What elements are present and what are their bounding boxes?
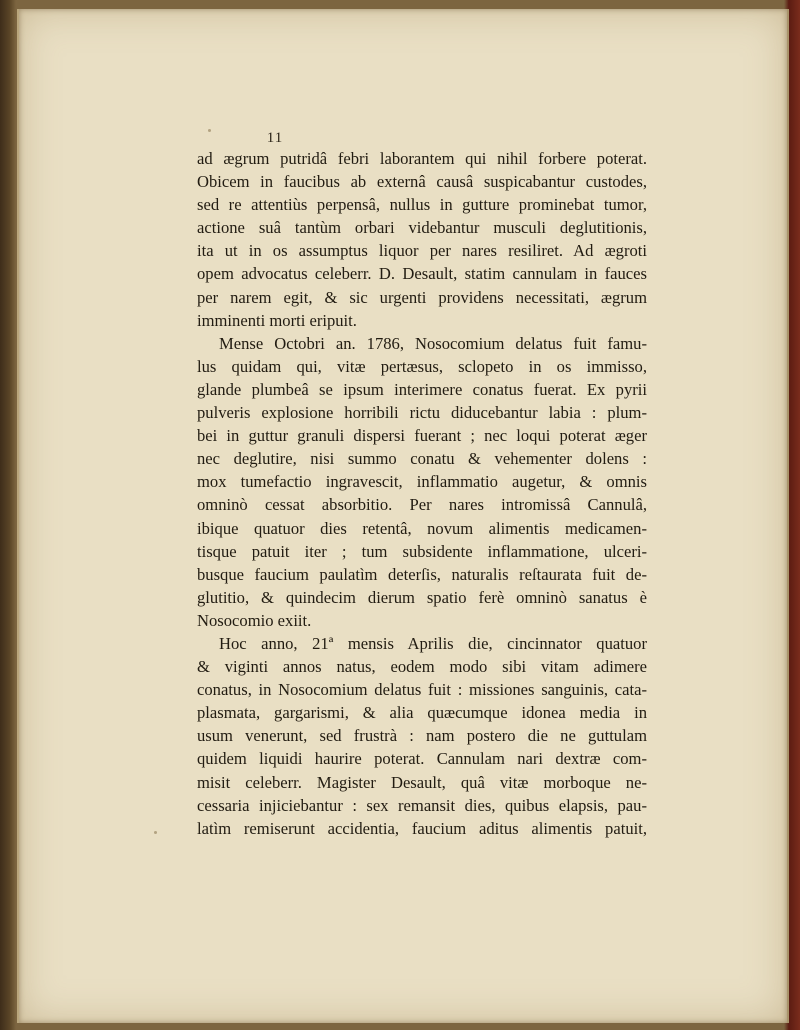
body-text	[197, 147, 647, 840]
text-line: pulveris explosione horribili rictu diducebantur labia : plum-	[197, 403, 647, 423]
text-line: per narem egit, & sic urgenti providens necessitati, ægrum	[197, 287, 647, 307]
text-line: glande plumbeâ se ipsum interimere conatus fuerat. Ex pyrii	[197, 379, 647, 399]
text-line: actione suâ tantùm orbari videbantur musculi deglutitionis,	[197, 218, 647, 238]
text-line: busque faucium paulatìm deterſis, naturalis reſtaurata fuit de-	[197, 564, 647, 584]
text-line: nec deglutire, nisi summo conatu & vehementer dolens :	[197, 449, 647, 469]
book-page	[17, 9, 789, 1023]
text-line: Nosocomio exiit.	[197, 610, 312, 630]
text-line: cessaria injiciebantur : sex remansit dies, quibus elapsis, pau-	[197, 795, 647, 815]
paragraph	[197, 147, 647, 332]
paper-speck	[208, 129, 211, 132]
paragraph	[197, 332, 647, 632]
text-line: opem advocatus celeberr. D. Desault, statim cannulam in fauces	[197, 264, 647, 284]
text-line: lus quidam qui, vitæ pertæsus, sclopeto in os immisso,	[197, 356, 647, 376]
text-line: plasmata, gargarismi, & alia quæcumque idonea media in	[197, 703, 647, 723]
text-line: Mense Octobri an. 1786, Nosocomium delatus fuit famu-	[219, 333, 647, 353]
text-line: sed re attentiùs perpensâ, nullus in gutture prominebat tumor,	[197, 195, 647, 215]
text-line: tisque patuit iter ; tum subsidente inflammatione, ulceri-	[197, 541, 647, 561]
paper-speck	[154, 831, 157, 834]
text-line: quidem liquidi haurire poterat. Cannulam nari dextræ com-	[197, 749, 647, 769]
text-line: usum venerunt, sed frustrà : nam postero die ne guttulam	[197, 726, 647, 746]
text-line: mox tumefactio ingravescit, inflammatio augetur, & omnis	[197, 472, 647, 492]
paragraph	[197, 632, 647, 840]
text-line: & viginti annos natus, eodem modo sibi vitam adimere	[197, 657, 647, 677]
text-line: bei in guttur granuli dispersi fuerant ; nec loqui poterat æger	[197, 426, 647, 446]
text-line: misit celeberr. Magister Desault, quâ vitæ morboque ne-	[197, 772, 647, 792]
text-line: imminenti morti eripuit.	[197, 310, 357, 330]
text-line: conatus, in Nosocomium delatus fuit : missiones sanguinis, cata-	[197, 680, 647, 700]
text-line: latìm remiserunt accidentia, faucium aditus alimentis patuit,	[197, 818, 647, 838]
text-line: Hoc anno, 21ª mensis Aprilis die, cincinnator quatuor	[219, 633, 647, 653]
text-line: Obicem in faucibus ab externâ causâ suspicabantur custodes,	[197, 172, 647, 192]
text-line: ad ægrum putridâ febri laborantem qui nihil forbere poterat.	[197, 149, 647, 168]
text-line: omninò cessat absorbitio. Per nares intromissâ Cannulâ,	[197, 495, 647, 515]
page-number: 11	[266, 130, 284, 146]
text-line: ita ut in os assumptus liquor per nares resiliret. Ad ægroti	[197, 241, 647, 261]
text-line: ibique quatuor dies retentâ, novum alimentis medicamen-	[197, 518, 647, 538]
text-line: glutitio, & quindecim dierum spatio ferè omninò sanatus è	[197, 587, 647, 607]
